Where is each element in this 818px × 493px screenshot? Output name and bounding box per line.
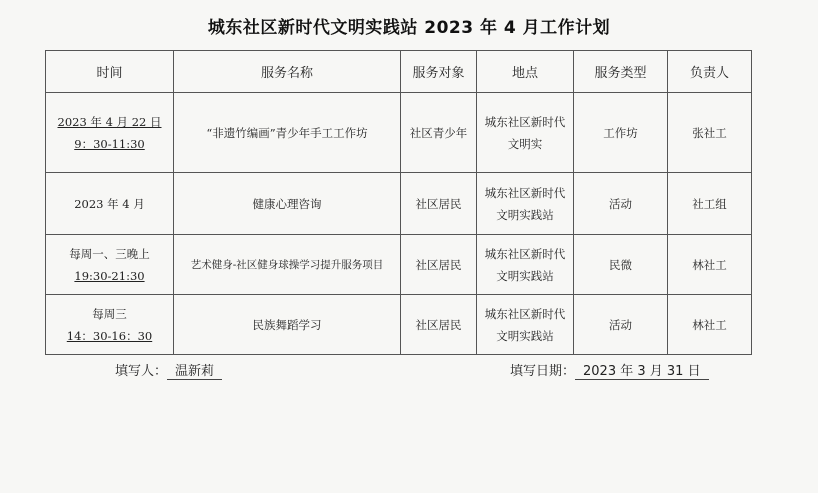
- header-service-name: 服务名称: [174, 51, 401, 93]
- audience-cell: 社区居民: [401, 235, 477, 295]
- location-cell: [477, 235, 574, 295]
- time-days: 每周三: [92, 306, 127, 321]
- fill-date-label: 填写日期：: [510, 364, 576, 379]
- location-line-1: 城东社区新时代: [484, 185, 566, 200]
- time-date: 2023 年 4 月: [74, 196, 145, 211]
- time-cell: [46, 235, 174, 295]
- filler-field: [115, 360, 222, 380]
- time-cell: [46, 93, 174, 173]
- owner-cell: 社工组: [668, 173, 752, 235]
- header-time: 时间: [46, 51, 174, 93]
- location-line-1: 城东社区新时代: [484, 306, 566, 321]
- time-date: 2023 年 4 月 22 日: [57, 114, 162, 129]
- header-location: 地点: [477, 51, 574, 93]
- fill-date-field: [510, 360, 709, 380]
- location-line-2: 文明实践站: [496, 268, 554, 283]
- service-type-cell: 民微: [574, 235, 668, 295]
- fill-date-value: 2023 年 3 月 31 日: [575, 360, 709, 380]
- location-cell: [477, 295, 574, 355]
- time-hours: 9：30-11:30: [74, 136, 145, 151]
- audience-cell: 社区居民: [401, 295, 477, 355]
- table-header-row: [46, 51, 752, 93]
- work-plan-table: [45, 50, 752, 355]
- document-title: 城东社区新时代文明实践站 2023 年 4 月工作计划: [207, 18, 611, 38]
- location-line-2: 文明实践站: [496, 328, 554, 343]
- time-cell: [46, 295, 174, 355]
- service-name-cell: 健康心理咨询: [174, 173, 401, 235]
- time-hours: 19:30-21:30: [74, 268, 145, 283]
- location-cell: [477, 93, 574, 173]
- audience-cell: 社区居民: [401, 173, 477, 235]
- location-line-2: 文明实: [507, 136, 543, 151]
- owner-cell: 林社工: [668, 295, 752, 355]
- location-line-1: 城东社区新时代: [484, 114, 566, 129]
- location-line-2: 文明实践站: [496, 207, 554, 222]
- audience-cell: 社区青少年: [401, 93, 477, 173]
- table-row: [46, 235, 752, 295]
- time-cell: [46, 173, 174, 235]
- filler-value: 温新莉: [167, 360, 222, 380]
- filler-label: 填写人：: [115, 364, 168, 379]
- owner-cell: 张社工: [668, 93, 752, 173]
- service-type-cell: 工作坊: [574, 93, 668, 173]
- service-name-cell: 民族舞蹈学习: [174, 295, 401, 355]
- time-hours: 14：30-16：30: [66, 328, 153, 343]
- service-type-cell: 活动: [574, 295, 668, 355]
- table-row: [46, 93, 752, 173]
- service-type-cell: 活动: [574, 173, 668, 235]
- location-cell: [477, 173, 574, 235]
- service-name-cell: “非遗竹编画”青少年手工工作坊: [174, 93, 401, 173]
- owner-cell: 林社工: [668, 235, 752, 295]
- header-audience: 服务对象: [401, 51, 477, 93]
- header-owner: 负责人: [668, 51, 752, 93]
- table-row: [46, 173, 752, 235]
- table-row: [46, 295, 752, 355]
- location-line-1: 城东社区新时代: [484, 246, 566, 261]
- header-service-type: 服务类型: [574, 51, 668, 93]
- service-name-cell: 艺术健身-社区健身球操学习提升服务项目: [174, 235, 401, 295]
- time-days: 每周一、三晚上: [69, 246, 150, 261]
